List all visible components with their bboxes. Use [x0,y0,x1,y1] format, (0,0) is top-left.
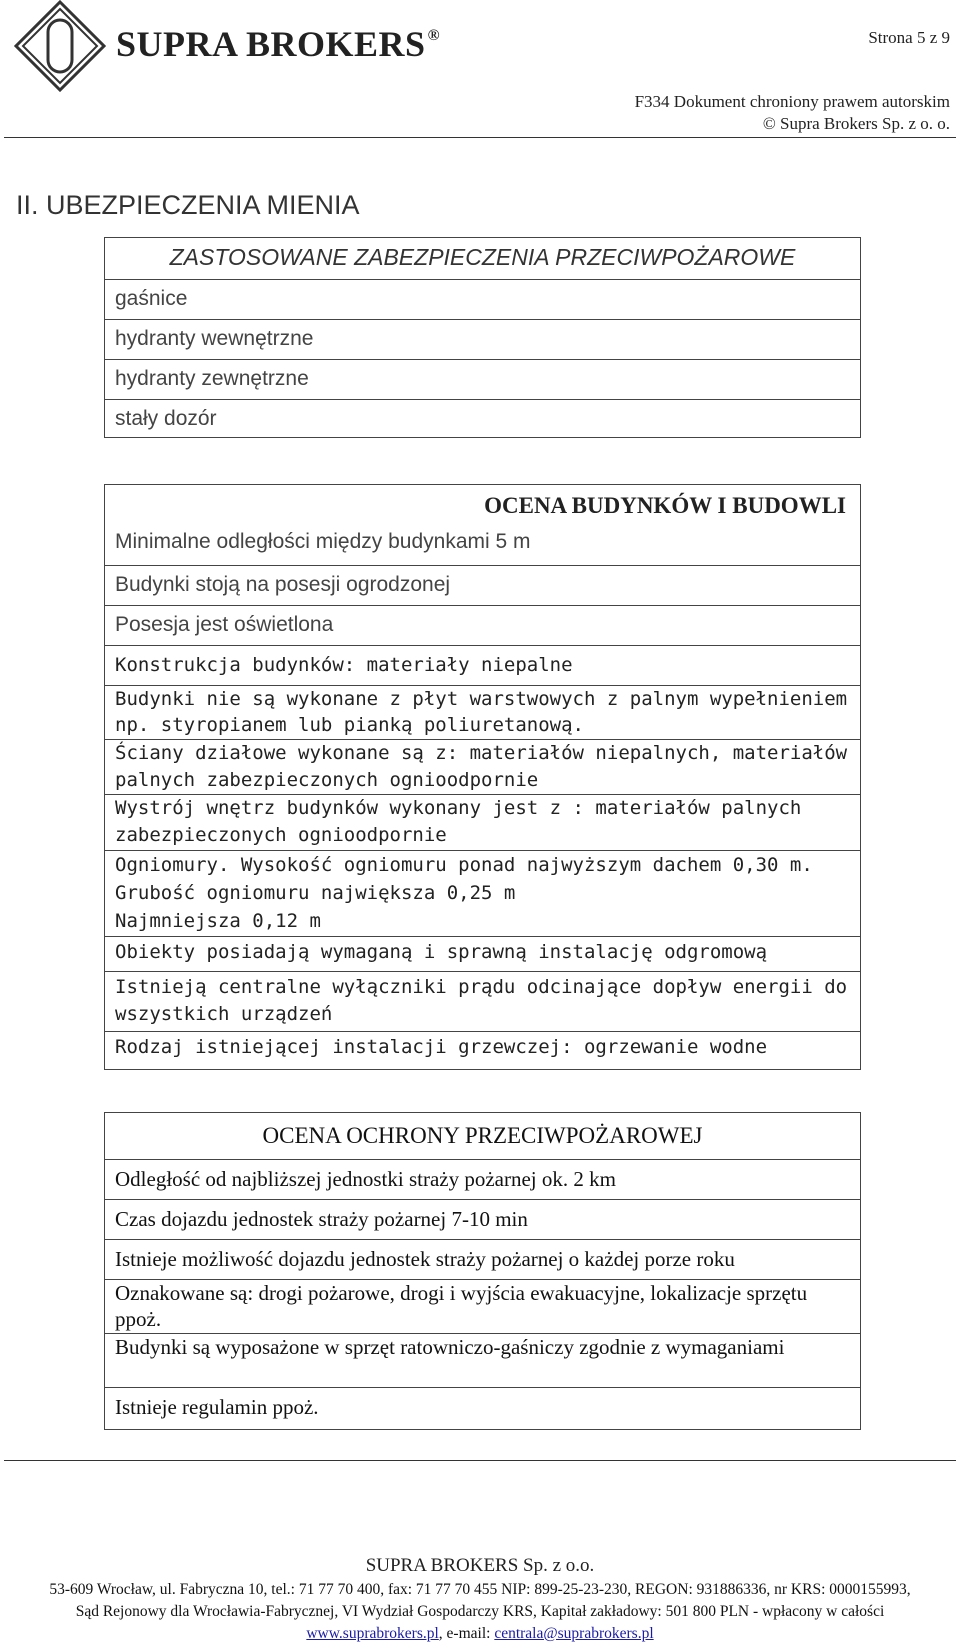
firewall-thickness-min: Najmniejsza 0,12 m [115,910,321,932]
supra-logo-icon [14,0,106,92]
fire-protection-assessment-table [104,1112,861,1430]
table-row: Konstrukcja budynków: materiały niepalne [105,645,860,685]
table-row: Wystrój wnętrz budynków wykonany jest z : materiałów palnych zabezpieczonych ognioodpornie [105,794,860,850]
table-row: hydranty zewnętrzne [105,359,860,399]
copyright-line-2: © Supra Brokers Sp. z o. o. [762,114,950,133]
table-header: OCENA BUDYNKÓW I BUDOWLI [484,493,846,518]
firewall-thickness-max: Grubość ogniomuru największa 0,25 m [115,882,516,904]
footer-company: SUPRA BROKERS Sp. z o.o. [365,1555,595,1576]
table-row [105,850,860,936]
page-header [0,0,960,145]
copyright-line-1: F334 Dokument chroniony prawem autorskim [634,92,950,111]
table-row: gaśnice [105,279,860,319]
table-row: Istnieje regulamin ppoż. [105,1387,860,1429]
table-row: Obiekty posiadają wymaganą i sprawną instalację odgromową [105,936,860,971]
table-row: Budynki nie są wykonane z płyt warstwowych z palnym wypełnieniem np. styropianem lub pianką poliuretanową. [105,685,860,739]
footer-court: Sąd Rejonowy dla Wrocławia-Fabrycznej, VI Wydział Gospodarczy KRS, Kapitał zakładowy: 501 800 PLN - wpłacony w całości [75,1603,885,1620]
table-row: Czas dojazdu jednostek straży pożarnej 7-10 min [105,1199,860,1239]
table-row: Istnieje możliwość dojazdu jednostek straży pożarnej o każdej porze roku [105,1239,860,1279]
registered-mark: ® [427,27,441,44]
table-row: Rodzaj istniejącej instalacji grzewczej: ogrzewanie wodne [105,1031,860,1069]
table-row: hydranty wewnętrzne [105,319,860,359]
page-number: Strona 5 z 9 [868,28,950,47]
website-link[interactable]: www.suprabrokers.pl [306,1625,439,1642]
table-row: Istnieją centralne wyłączniki prądu odcinające dopływ energii do wszystkich urządzeń [105,971,860,1031]
footer-divider [4,1460,956,1461]
page-footer [0,1555,960,1643]
footer-contact [0,1625,960,1643]
table-row: Odległość od najbliższej jednostki straży pożarnej ok. 2 km [105,1159,860,1199]
section-title: II. UBEZPIECZENIA MIENIA [16,190,360,220]
firewall-height: Ogniomury. Wysokość ogniomuru ponad najwyższym dachem 0,30 m. [115,854,813,876]
table-row: Ściany działowe wykonane są z: materiałów niepalnych, materiałów palnych zabezpieczonych ognioodpornie [105,739,860,794]
fire-protection-measures-table [104,237,861,438]
footer-address: 53-609 Wrocław, ul. Fabryczna 10, tel.: 71 77 70 400, fax: 71 77 70 455 NIP: 899-25-23-230, REGON: 931886336, nr KRS: 0000155993, [49,1581,911,1598]
table-row: Minimalne odległości między budynkami 5 m [115,530,531,553]
email-label: , e-mail: [438,1625,495,1642]
table-header: ZASTOSOWANE ZABEZPIECZENIA PRZECIWPOŻAROWE [169,244,796,270]
buildings-assessment-table [104,484,861,1070]
table-row: Oznakowane są: drogi pożarowe, drogi i wyjścia ewakuacyjne, lokalizacje sprzętu ppoż. [105,1279,860,1333]
table-row: stały dozór [105,399,860,437]
brand-name: SUPRA BROKERS ® [116,24,441,64]
table-row: Posesja jest oświetlona [105,605,860,645]
table-header: OCENA OCHRONY PRZECIWPOŻAROWEJ [262,1123,703,1148]
header-divider [4,137,956,138]
email-link[interactable]: centrala@suprabrokers.pl [494,1625,654,1642]
table-row: Budynki stoją na posesji ogrodzonej [105,565,860,605]
table-row: Budynki są wyposażone w sprzęt ratowniczo-gaśniczy zgodnie z wymaganiami [105,1333,860,1387]
